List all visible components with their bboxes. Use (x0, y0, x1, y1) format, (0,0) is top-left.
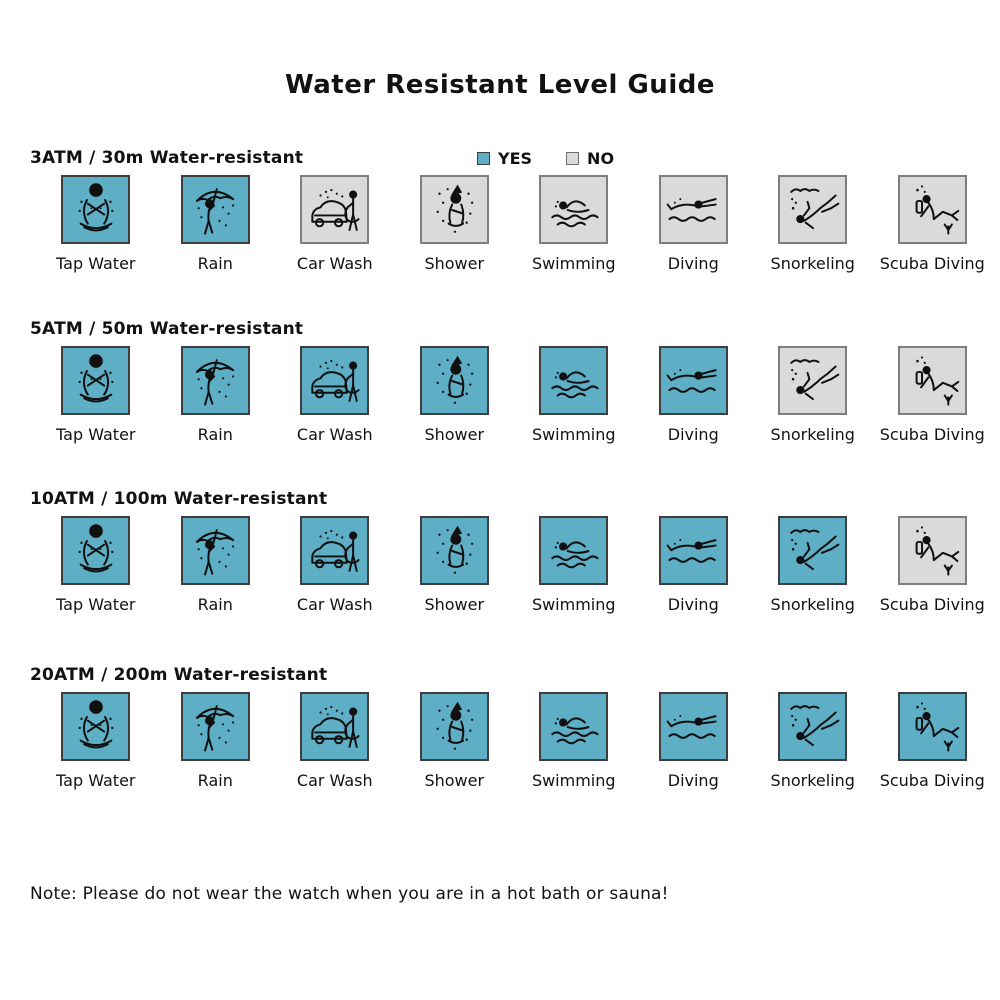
activity-label: Snorkeling (770, 595, 855, 614)
activity-cell (156, 346, 276, 444)
activity-label: Swimming (531, 595, 616, 614)
tap-water-icon-box-yes (61, 175, 130, 244)
activity-label: Diving (667, 254, 719, 273)
tap-water-icon (67, 698, 125, 756)
activity-label: Swimming (531, 771, 616, 790)
scuba-diving-icon (903, 181, 961, 239)
activity-label: Diving (667, 595, 719, 614)
activity-cell (634, 346, 754, 444)
activity-cell (156, 175, 276, 273)
activity-cell (395, 175, 515, 273)
activity-cell (275, 516, 395, 614)
activity-cell (156, 516, 276, 614)
rain-icon-box-yes (181, 346, 250, 415)
activity-cell (873, 175, 993, 273)
swimming-icon-box-yes (539, 346, 608, 415)
activity-cell (395, 516, 515, 614)
swimming-icon-box-yes (539, 692, 608, 761)
activity-cell (873, 692, 993, 790)
activity-cell (753, 692, 873, 790)
activity-label: Swimming (531, 254, 616, 273)
diving-icon (664, 698, 722, 756)
activity-label: Car Wash (296, 254, 373, 273)
activity-label: Scuba Diving (879, 595, 985, 614)
shower-icon-box-yes (420, 346, 489, 415)
snorkeling-icon-box-yes (778, 516, 847, 585)
activity-row (36, 516, 992, 614)
activity-cell (36, 692, 156, 790)
section-heading: 5ATM / 50m Water-resistant (30, 319, 304, 339)
section-3atm (0, 148, 1000, 298)
section-20atm (0, 665, 1000, 815)
car-wash-icon (306, 352, 364, 410)
car-wash-icon (306, 698, 364, 756)
car-wash-icon-box-no (300, 175, 369, 244)
activity-cell (275, 692, 395, 790)
scuba-diving-icon-box-no (898, 346, 967, 415)
activity-cell (156, 692, 276, 790)
car-wash-icon-box-yes (300, 346, 369, 415)
activity-label: Shower (424, 771, 485, 790)
diving-icon (664, 522, 722, 580)
activity-row (36, 175, 992, 273)
tap-water-icon (67, 522, 125, 580)
activity-cell (395, 692, 515, 790)
activity-cell (753, 516, 873, 614)
legend-no (566, 149, 614, 168)
note-text: Note: Please do not wear the watch when you are in a hot bath or sauna! (30, 884, 669, 904)
diving-icon (664, 181, 722, 239)
tap-water-icon (67, 181, 125, 239)
activity-cell (873, 516, 993, 614)
activity-label: Snorkeling (770, 771, 855, 790)
shower-icon-box-yes (420, 692, 489, 761)
rain-icon (186, 522, 244, 580)
car-wash-icon-box-yes (300, 692, 369, 761)
rain-icon (186, 181, 244, 239)
car-wash-icon-box-yes (300, 516, 369, 585)
diving-icon-box-yes (659, 516, 728, 585)
activity-cell (514, 175, 634, 273)
diving-icon (664, 352, 722, 410)
swimming-icon (545, 522, 603, 580)
section-10atm (0, 489, 1000, 639)
legend-no-swatch-icon (566, 152, 579, 165)
section-heading: 20ATM / 200m Water-resistant (30, 665, 328, 685)
activity-label: Rain (197, 425, 233, 444)
tap-water-icon-box-yes (61, 346, 130, 415)
car-wash-icon (306, 181, 364, 239)
rain-icon-box-yes (181, 516, 250, 585)
activity-row (36, 346, 992, 444)
diving-icon-box-yes (659, 346, 728, 415)
activity-label: Shower (424, 425, 485, 444)
activity-cell (634, 516, 754, 614)
activity-label: Tap Water (56, 254, 136, 273)
snorkeling-icon-box-no (778, 175, 847, 244)
shower-icon-box-yes (420, 516, 489, 585)
snorkeling-icon (784, 522, 842, 580)
legend-yes-swatch-icon (477, 152, 490, 165)
activity-label: Diving (667, 771, 719, 790)
swimming-icon (545, 698, 603, 756)
page-title: Water Resistant Level Guide (285, 70, 715, 100)
activity-cell (753, 346, 873, 444)
snorkeling-icon-box-yes (778, 692, 847, 761)
car-wash-icon (306, 522, 364, 580)
swimming-icon-box-yes (539, 516, 608, 585)
activity-label: Shower (424, 595, 485, 614)
legend-no-label: NO (587, 149, 615, 168)
activity-cell (514, 692, 634, 790)
tap-water-icon-box-yes (61, 516, 130, 585)
activity-label: Car Wash (296, 595, 373, 614)
activity-cell (36, 346, 156, 444)
activity-label: Rain (197, 771, 233, 790)
activity-cell (753, 175, 873, 273)
snorkeling-icon (784, 698, 842, 756)
activity-cell (395, 346, 515, 444)
activity-cell (36, 175, 156, 273)
section-heading: 10ATM / 100m Water-resistant (30, 489, 328, 509)
activity-label: Scuba Diving (879, 425, 985, 444)
tap-water-icon (67, 352, 125, 410)
activity-label: Snorkeling (770, 425, 855, 444)
snorkeling-icon (784, 181, 842, 239)
activity-cell (634, 175, 754, 273)
activity-cell (514, 516, 634, 614)
legend-yes-label: YES (498, 149, 533, 168)
activity-cell (873, 346, 993, 444)
swimming-icon (545, 181, 603, 239)
diving-icon-box-yes (659, 692, 728, 761)
shower-icon (425, 698, 483, 756)
shower-icon-box-no (420, 175, 489, 244)
activity-label: Scuba Diving (879, 254, 985, 273)
activity-label: Diving (667, 425, 719, 444)
activity-cell (275, 175, 395, 273)
scuba-diving-icon (903, 352, 961, 410)
rain-icon-box-yes (181, 692, 250, 761)
activity-cell (634, 692, 754, 790)
activity-cell (514, 346, 634, 444)
scuba-diving-icon (903, 522, 961, 580)
scuba-diving-icon (903, 698, 961, 756)
activity-label: Tap Water (56, 425, 136, 444)
legend (477, 149, 614, 168)
swimming-icon (545, 352, 603, 410)
activity-label: Shower (424, 254, 485, 273)
snorkeling-icon-box-no (778, 346, 847, 415)
rain-icon-box-yes (181, 175, 250, 244)
rain-icon (186, 698, 244, 756)
activity-cell (36, 516, 156, 614)
activity-label: Tap Water (56, 771, 136, 790)
scuba-diving-icon-box-yes (898, 692, 967, 761)
diving-icon-box-no (659, 175, 728, 244)
shower-icon (425, 522, 483, 580)
section-heading: 3ATM / 30m Water-resistant (30, 148, 304, 168)
activity-label: Snorkeling (770, 254, 855, 273)
activity-label: Rain (197, 595, 233, 614)
swimming-icon-box-no (539, 175, 608, 244)
scuba-diving-icon-box-no (898, 516, 967, 585)
activity-label: Car Wash (296, 771, 373, 790)
activity-row (36, 692, 992, 790)
activity-label: Car Wash (296, 425, 373, 444)
section-5atm (0, 319, 1000, 469)
shower-icon (425, 352, 483, 410)
rain-icon (186, 352, 244, 410)
snorkeling-icon (784, 352, 842, 410)
activity-label: Scuba Diving (879, 771, 985, 790)
activity-cell (275, 346, 395, 444)
scuba-diving-icon-box-no (898, 175, 967, 244)
shower-icon (425, 181, 483, 239)
activity-label: Swimming (531, 425, 616, 444)
tap-water-icon-box-yes (61, 692, 130, 761)
activity-label: Tap Water (56, 595, 136, 614)
legend-yes (477, 149, 532, 168)
activity-label: Rain (197, 254, 233, 273)
